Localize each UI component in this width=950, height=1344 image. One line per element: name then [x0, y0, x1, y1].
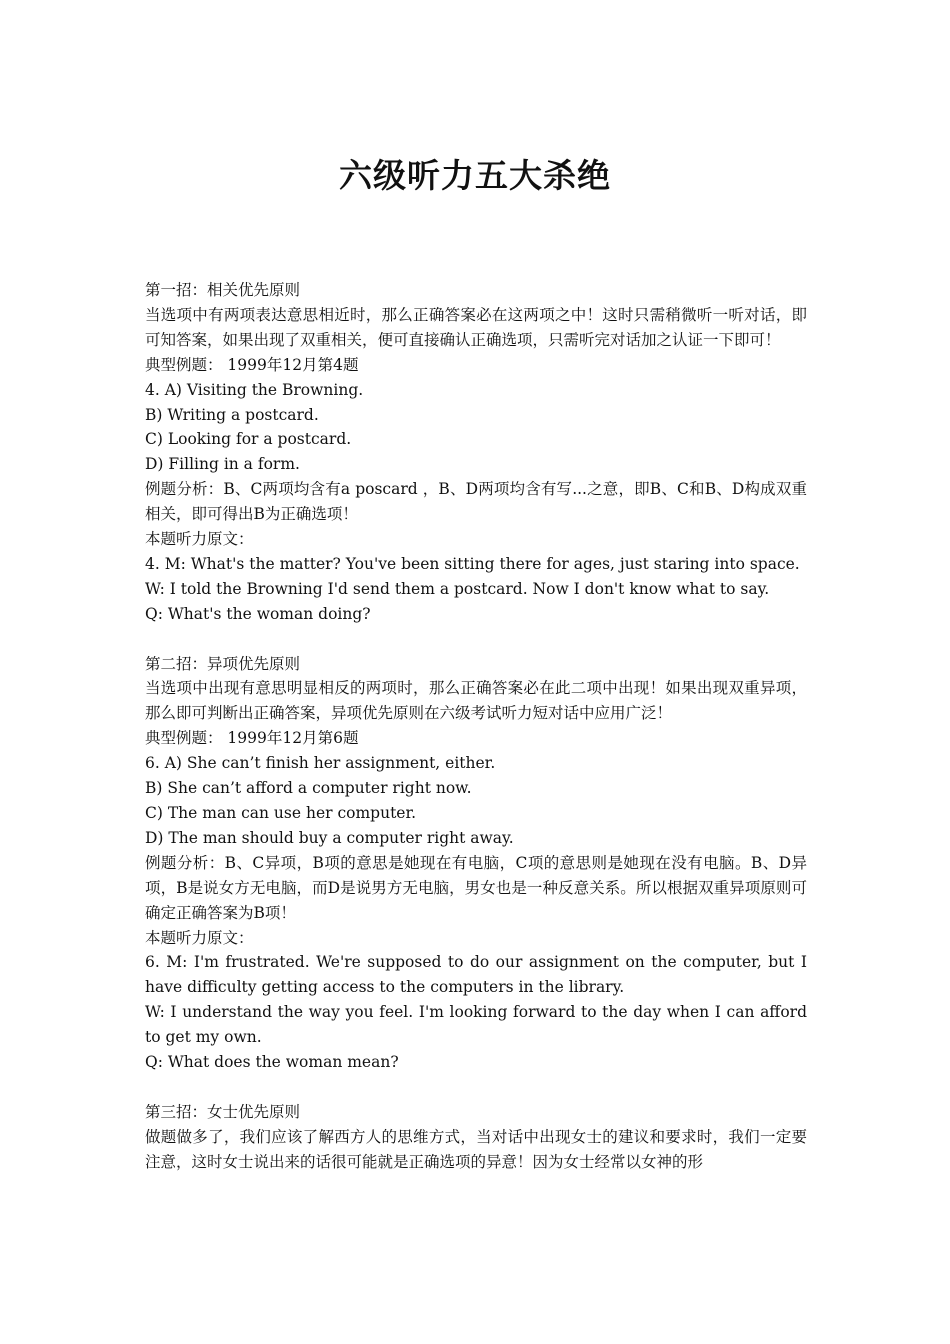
transcript-line: W: I told the Browning I'd send them a postcard. Now I don't know what to say. [145, 579, 770, 598]
section-intro: 当选项中出现有意思明显相反的两项时，那么正确答案必在此二项中出现！如果出现双重异项，那么即可判断出正确答案，异项优先原则在六级考试听力短对话中应用广泛！ [145, 679, 807, 723]
section-spacer [145, 627, 807, 652]
section-heading: 第二招：异项优先原则 [145, 654, 301, 673]
section-spacer [145, 1075, 807, 1100]
example-label: 典型例题： 1999年12月第4题 [145, 355, 359, 374]
transcript-line: 4. M: What's the matter? You've been sitting there for ages, just staring into space. [145, 554, 800, 573]
section-intro: 当选项中有两项表达意思相近时，那么正确答案必在这两项之中！这时只需稍微听一听对话，即可知答案，如果出现了双重相关，便可直接确认正确选项，只需听完对话加之认证一下即可！ [145, 305, 807, 349]
document-body [145, 278, 807, 1175]
section-intro: 做题做多了，我们应该了解西方人的思维方式，当对话中出现女士的建议和要求时，我们一定要注意，这时女士说出来的话很可能就是正确选项的异意！因为女士经常以女神的形 [145, 1127, 807, 1171]
option-line: C) The man can use her computer. [145, 804, 417, 823]
example-analysis: 例题分析：B、C异项，B项的意思是她现在有电脑，C项的意思则是她现在没有电脑。B、D异项，B是说女方无电脑，而D是说男方无电脑，男女也是一种反意关系。所以根据双重异项原则可确定正确答案为B项！ [145, 853, 807, 922]
transcript-label: 本题听力原文： [145, 530, 254, 549]
option-line: B) Writing a postcard. [145, 405, 319, 424]
section-heading: 第三招：女士优先原则 [145, 1102, 301, 1121]
document-title: 六级听力五大杀绝 [339, 156, 611, 195]
transcript-line: W: I understand the way you feel. I'm looking forward to the day when I can afford to get my own. [145, 1003, 807, 1047]
option-line: B) She can’t afford a computer right now. [145, 779, 472, 798]
transcript-line: 6. M: I'm frustrated. We're supposed to do our assignment on the computer, but I have difficulty getting access to the computers in the library. [145, 953, 807, 997]
transcript-line: Q: What's the woman doing? [145, 604, 371, 623]
section-heading: 第一招：相关优先原则 [145, 281, 301, 299]
example-analysis: 例题分析：B、C两项均含有a poscard ，B、D两项均含有写...之意，即B、C和B、D构成双重相关，即可得出B为正确选项！ [145, 480, 807, 524]
option-line: 6. A) She can’t finish her assignment, either. [145, 754, 496, 773]
option-line: D) The man should buy a computer right away. [145, 828, 514, 847]
transcript-label: 本题听力原文： [145, 928, 254, 947]
option-line: C) Looking for a postcard. [145, 430, 352, 449]
transcript-line: Q: What does the woman mean? [145, 1053, 399, 1072]
option-line: 4. A) Visiting the Browning. [145, 380, 364, 399]
option-line: D) Filling in a form. [145, 455, 300, 474]
example-label: 典型例题： 1999年12月第6题 [145, 729, 359, 748]
